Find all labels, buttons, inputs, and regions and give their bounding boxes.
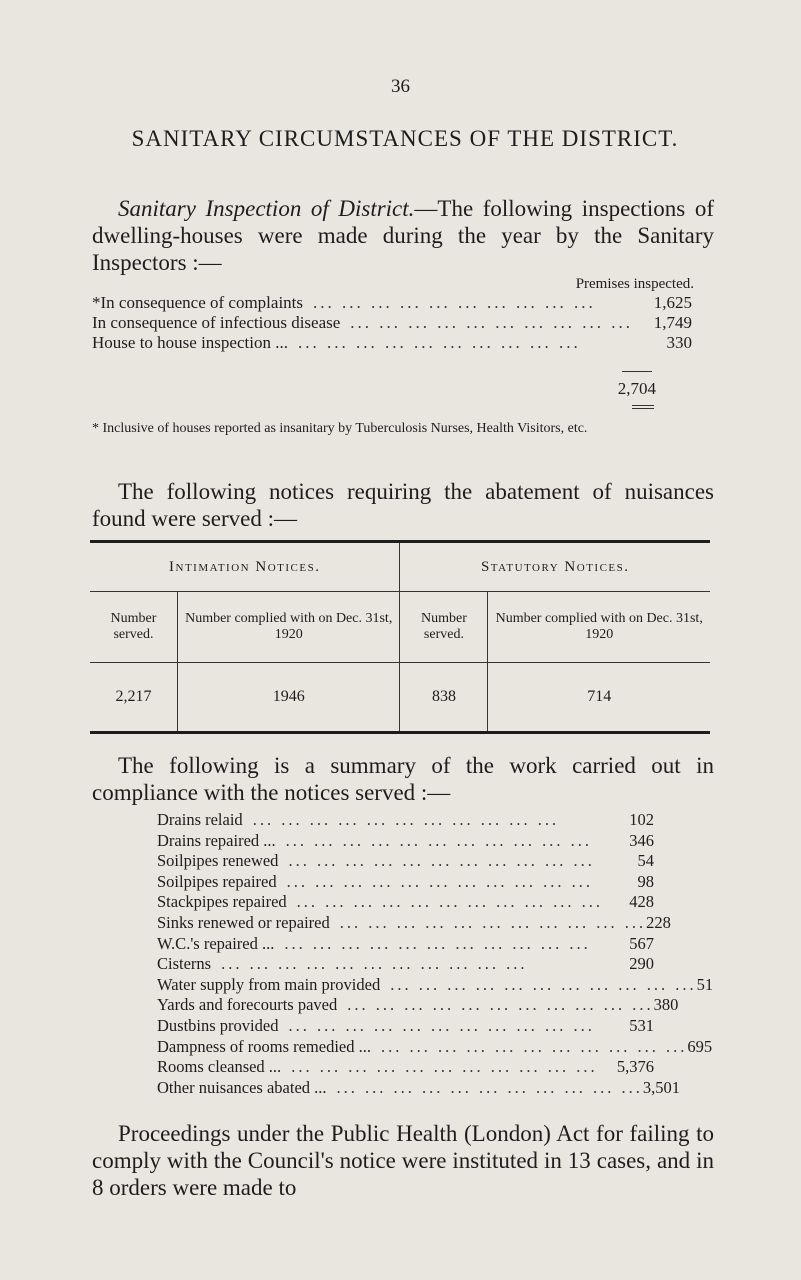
work-item-value: 98: [637, 871, 654, 891]
summary-intro-text: The following is a summary of the work carried out in compliance with the notices served :—: [92, 753, 714, 805]
sub-header: Number complied with on Dec. 31st, 1920: [177, 592, 400, 663]
inspection-label: In consequence of infectious disease: [92, 313, 341, 332]
inspection-row: [92, 293, 692, 313]
work-item-value: 51: [696, 974, 714, 994]
work-item-label: Drains relaid: [157, 810, 243, 829]
work-item-label: Dustbins provided: [157, 1015, 279, 1035]
intro-paragraph: [92, 195, 714, 276]
work-item-row: [157, 934, 654, 955]
work-item-value: 290: [629, 954, 654, 974]
leader-dots: ... ... ... ... ... ... ... ... ... ... ...: [296, 892, 604, 912]
work-item-row: [157, 892, 654, 913]
work-item-label: Stackpipes repaired: [157, 892, 287, 912]
intimation-notices-header: Intimation Notices.: [169, 558, 321, 575]
sub-header: Number served.: [90, 592, 177, 663]
total-double-rule: [632, 405, 654, 409]
work-item-label: W.C.'s repaired ...: [157, 933, 275, 953]
inspections-total: 2,704: [617, 379, 656, 398]
leader-dots: ... ... ... ... ... ... ... ... ... ... ...: [339, 912, 647, 932]
work-item-label: Rooms cleansed ...: [157, 1057, 282, 1077]
leader-dots: ... ... ... ... ... ... ... ... ... ...: [297, 333, 581, 352]
inspection-value: 330: [666, 333, 692, 352]
work-item-row: [157, 1077, 681, 1099]
work-item-label: Other nuisances abated ...: [157, 1077, 327, 1097]
sub-header: Number complied with on Dec. 31st, 1920: [488, 592, 710, 663]
work-item-row: [157, 974, 714, 996]
leader-dots: ... ... ... ... ... ... ... ... ... ... ...: [252, 810, 560, 829]
leader-dots: ... ... ... ... ... ... ... ... ... ...: [350, 313, 634, 332]
notices-intro-text: The following notices requiring the abatement of nuisances found were served :—: [92, 479, 714, 531]
leader-dots: ... ... ... ... ... ... ... ... ... ... ...: [221, 954, 528, 974]
work-item-value: 695: [687, 1036, 713, 1056]
work-item-row: [157, 954, 654, 975]
work-items-list: [157, 810, 714, 1098]
inspection-row: [92, 333, 692, 353]
page-number: 36: [391, 76, 410, 97]
leader-dots: ... ... ... ... ... ... ... ... ... ...: [313, 293, 596, 312]
leader-dots: ... ... ... ... ... ... ... ... ... ... ...: [288, 1015, 595, 1035]
work-item-row: [157, 1036, 713, 1058]
table-cell: 714: [488, 663, 710, 733]
proceedings-text: Proceedings under the Public Health (London) Act for failing to comply with the Council's notice were instituted in 13 cases, and in 8 orders were made to: [92, 1121, 714, 1200]
work-item-value: 102: [629, 810, 654, 829]
table-cell: 838: [400, 663, 488, 733]
leader-dots: ... ... ... ... ... ... ... ... ... ... ...: [284, 933, 591, 953]
work-item-value: 346: [629, 830, 654, 850]
work-item-row: [157, 831, 654, 852]
premises-column-header: Premises inspected.: [575, 276, 694, 292]
work-item-value: 380: [653, 995, 679, 1015]
table-cell: 2,217: [90, 663, 177, 733]
notices-intro-paragraph: [92, 478, 714, 532]
work-item-label: Yards and forecourts paved: [157, 995, 338, 1015]
leader-dots: ... ... ... ... ... ... ... ... ... ... ...: [291, 1057, 598, 1077]
proceedings-paragraph: [92, 1120, 714, 1201]
inspection-label: *In consequence of complaints: [92, 293, 304, 312]
leader-dots: ... ... ... ... ... ... ... ... ... ... ...: [288, 851, 595, 871]
work-item-row: [157, 1016, 654, 1037]
inspection-row: [92, 313, 692, 333]
summary-intro-paragraph: [92, 752, 714, 806]
inspection-label: House to house inspection ...: [92, 333, 288, 352]
leader-dots: ... ... ... ... ... ... ... ... ... ... ...: [336, 1077, 643, 1097]
work-item-label: Dampness of rooms remedied ...: [157, 1036, 371, 1056]
statutory-notices-header: Statutory Notices.: [400, 542, 710, 592]
work-item-label: Soilpipes renewed: [157, 851, 279, 871]
total-rule: [622, 371, 652, 372]
leader-dots: ... ... ... ... ... ... ... ... ... ... ...: [381, 1036, 688, 1056]
leader-dots: ... ... ... ... ... ... ... ... ... ... ...: [286, 871, 593, 891]
sub-header: Number served.: [400, 592, 488, 663]
work-item-row: [157, 851, 654, 872]
leader-dots: ... ... ... ... ... ... ... ... ... ... ...: [390, 974, 697, 994]
work-item-label: Cisterns: [157, 954, 212, 974]
table-cell: 1946: [177, 663, 400, 733]
work-item-row: [157, 912, 671, 934]
work-item-row: [157, 995, 679, 1016]
work-item-row: [157, 1057, 654, 1078]
work-item-row: [157, 872, 654, 893]
work-item-label: Sinks renewed or repaired: [157, 912, 330, 932]
page-title: SANITARY CIRCUMSTANCES OF THE DISTRICT.: [131, 126, 679, 151]
work-item-value: 228: [646, 912, 671, 932]
work-item-label: Soilpipes repaired: [157, 871, 277, 891]
work-item-label: Water supply from main provided: [157, 974, 381, 994]
work-item-value: 54: [637, 851, 654, 871]
leader-dots: ... ... ... ... ... ... ... ... ... ... ...: [285, 830, 593, 850]
notices-table: [90, 540, 710, 734]
footnote: * Inclusive of houses reported as insanitary by Tuberculosis Nurses, Health Visitors, etc.: [92, 421, 588, 436]
work-item-value: 5,376: [616, 1057, 654, 1077]
intro-heading: Sanitary Inspection of District.: [118, 196, 415, 221]
inspections-list: [92, 293, 692, 353]
inspection-value: 1,749: [653, 313, 692, 332]
work-item-row: [157, 810, 654, 831]
intro-text: —The following inspections of dwelling-houses were made during the year by the Sanitary Inspectors :—: [92, 196, 714, 275]
leader-dots: ... ... ... ... ... ... ... ... ... ... ...: [347, 995, 654, 1015]
work-item-value: 3,501: [642, 1077, 681, 1097]
work-item-value: 531: [629, 1015, 654, 1035]
work-item-label: Drains repaired ...: [157, 830, 276, 850]
work-item-value: 567: [629, 933, 654, 953]
inspection-value: 1,625: [653, 293, 692, 312]
work-item-value: 428: [629, 892, 654, 912]
